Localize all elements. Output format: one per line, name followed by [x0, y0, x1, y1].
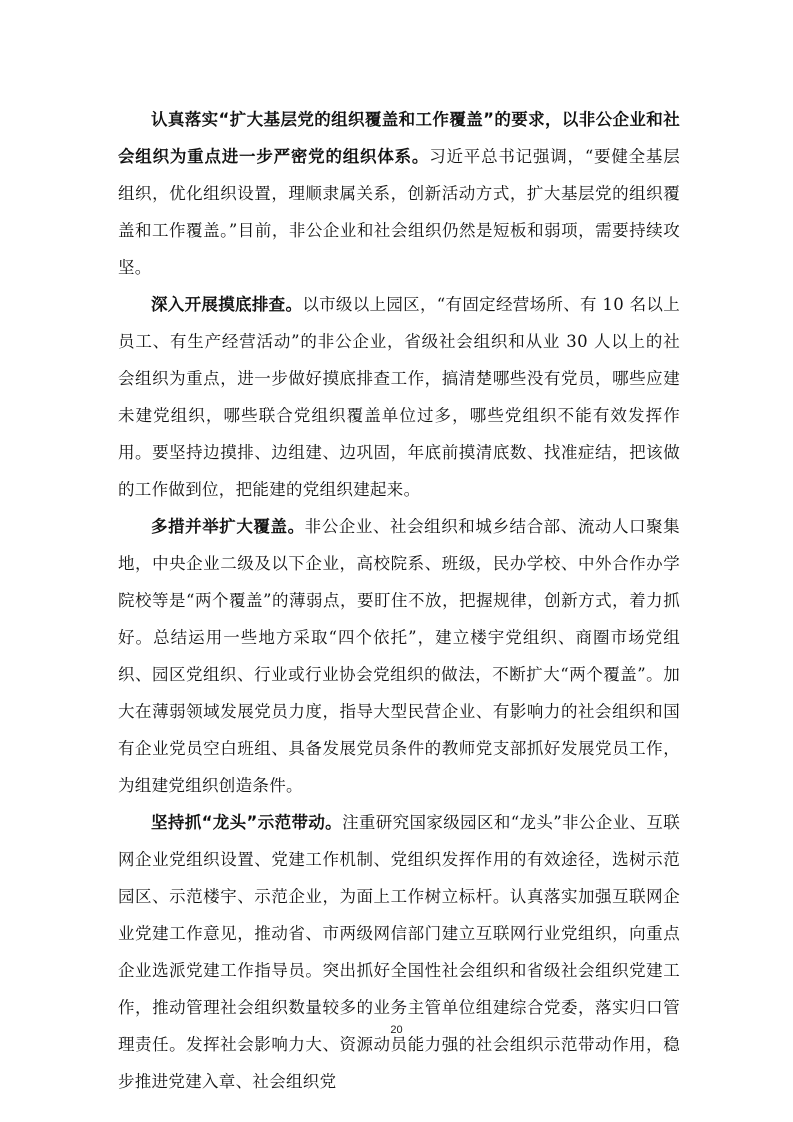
paragraph-text: 以市级以上园区，“有固定经营场所、有 10 名以上员工、有生产经营活动”的非公企业，省级社会组织和从业 30 人以上的社会组织为重点，进一步做好摸底排查工作，搞清楚哪些没有党员，哪些应建未建党组织，哪些联合党组织覆盖单位过多，哪些党组织不能有效发挥作用。要坚持边摸排、边组建、边巩固，年底前摸清底数、找准症结，把该做的工作做到位，把能建的党组织建起来。	[118, 295, 680, 499]
paragraph-expand-coverage	[118, 508, 680, 804]
page-number: 20	[390, 1024, 403, 1036]
paragraph-text: 非公企业、社会组织和城乡结合部、流动人口聚集地，中央企业二级及以下企业，高校院系、班级，民办学校、中外合作办学院校等是“两个覆盖”的薄弱点，要盯住不放，把握规律，创新方式，着力抓好。总结运用一些地方采取“四个依托”，建立楼宇党组织、商圈市场党组织、园区党组织、行业或行业协会党组织的做法，不断扩大“两个覆盖”。加大在薄弱领域发展党员力度，指导大型民营企业、有影响力的社会组织和国有企业党员空白班组、具备发展党员条件的教师党支部抓好发展党员工作，为组建党组织创造条件。	[118, 517, 680, 795]
paragraph-text: 习近平总书记强调，“要健全基层组织，优化组织设置，理顺隶属关系，创新活动方式，扩大基层党的组织覆盖和工作覆盖。”目前，非公企业和社会组织仍然是短板和弱项，需要持续攻坚。	[118, 147, 681, 277]
paragraph-lead: 坚持抓“龙头”示范带动。	[151, 813, 343, 832]
paragraph-text: 注重研究国家级园区和“龙头”非公企业、互联网企业党组织设置、党建工作机制、党组织发挥作用的有效途径，选树示范园区、示范楼宇、示范企业，为面上工作树立标杆。认真落实加强互联网企业党建工作意见，推动省、市两级网信部门建立互联网行业党组织，向重点企业选派党建工作指导员。突出抓好全国性社会组织和省级社会组织党建工作，推动管理社会组织数量较多的业务主管单位组建综合党委，落实归口管理责任。发挥社会影响力大、资源动员能力强的社会组织示范带动作用，稳步推进党建入章、社会组织党	[118, 813, 681, 1091]
document-body	[118, 101, 680, 1100]
paragraph-lead: 多措并举扩大覆盖。	[151, 517, 305, 536]
paragraph-leading-example	[118, 804, 680, 1100]
paragraph-survey	[118, 286, 680, 508]
paragraph-organization-coverage	[118, 101, 680, 286]
paragraph-lead: 认真落实“扩大基层党的组织覆盖和工作覆盖”的要求，以非公企业和社会组织为重点进一步严密党的组织体系。	[118, 110, 680, 166]
paragraph-lead: 深入开展摸底排查。	[151, 295, 303, 314]
